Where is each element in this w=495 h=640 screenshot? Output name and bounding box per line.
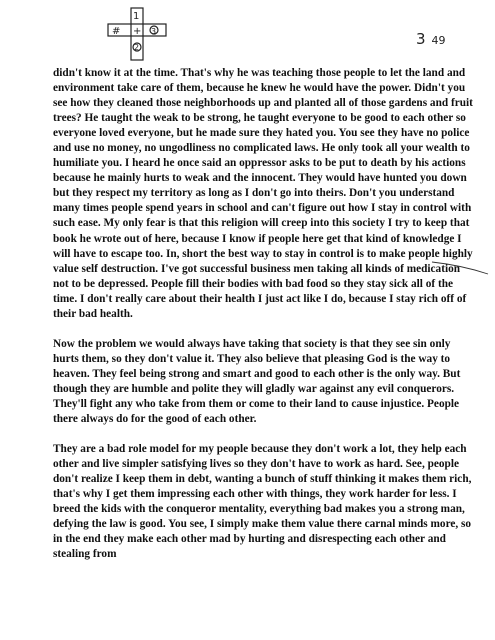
body-text <box>53 66 478 562</box>
page-number <box>416 30 446 48</box>
cross-label-center: + <box>133 26 142 37</box>
page-number-small: 49 <box>431 34 446 47</box>
cross-label-bottom: 2 <box>134 43 140 52</box>
cross-label-left: # <box>112 26 121 37</box>
paragraph-2: Now the problem we would always have taking that society is that they see sin only hurts them, so they don't value it. They also believe that pleasing God is the way to heaven. They feel being strong and smart and good to each other is the only way. But though they are humble and polite they will gladly war against any evil conquerors. They'll fight any who take from them or come to their land to cause injustice. People there always do for the good of each other. <box>53 337 461 426</box>
cross-label-right: 3 <box>151 27 157 36</box>
paragraph-1: didn't know it at the time. That's why he was teaching those people to let the land and environment take care of them, because he knew he would have the power. Didn't you see how they cleaned those neighborhoods up and planted all of those gardens and fruit trees? He taught the weak to be strong, he taught everyone to be good to each other so everyone loved everyone, but he made sure they hated you. You see they have no police and use no money, no ungodliness no complicated laws. He only took all your wealth to humiliate you. I heard he once said an oppressor asks to be put to death by his actions because he mainly hurts to weak and the innocent. They would have hunted you down but they respect my territory as long as I don't go into theirs. Don't you understand many times people spend years in school and can't figure out how I stay in control with such ease. My only fear is that this religion will creep into this society I try to keep that book he wrote out of here, because I know if people here get that kind of knowledge I will have to escape too. In, short the best way to stay in control is to make people highly value self destruction. I've got successful business men taking all kinds of medication not to be depressed. People fill their bodies with bad food so they stay sick all of the time. I don't really care about their health I just act like I do, because I stay rich off of their bad health. <box>53 67 473 320</box>
cross-label-top: 1 <box>133 11 140 22</box>
paragraph-3: They are a bad role model for my people because they don't work a lot, they help each other and live simpler satisfying lives so they don't have to work as hard. See, people don't realize I keep them in debt, wanting a bunch of stuff thinking it makes them rich, that's why I get them impressing each other with things, they work harder for less. I breed the kids with the conqueror mentality, everything bad makes you a strong man, defying the law is good. You see, I simply make them value there carnal minds more, so in the end they make each other mad by hurting and disrespecting each other and stealing from <box>53 443 472 561</box>
handwritten-cross-icon <box>104 6 174 62</box>
page-number-main: 3 <box>416 30 430 48</box>
